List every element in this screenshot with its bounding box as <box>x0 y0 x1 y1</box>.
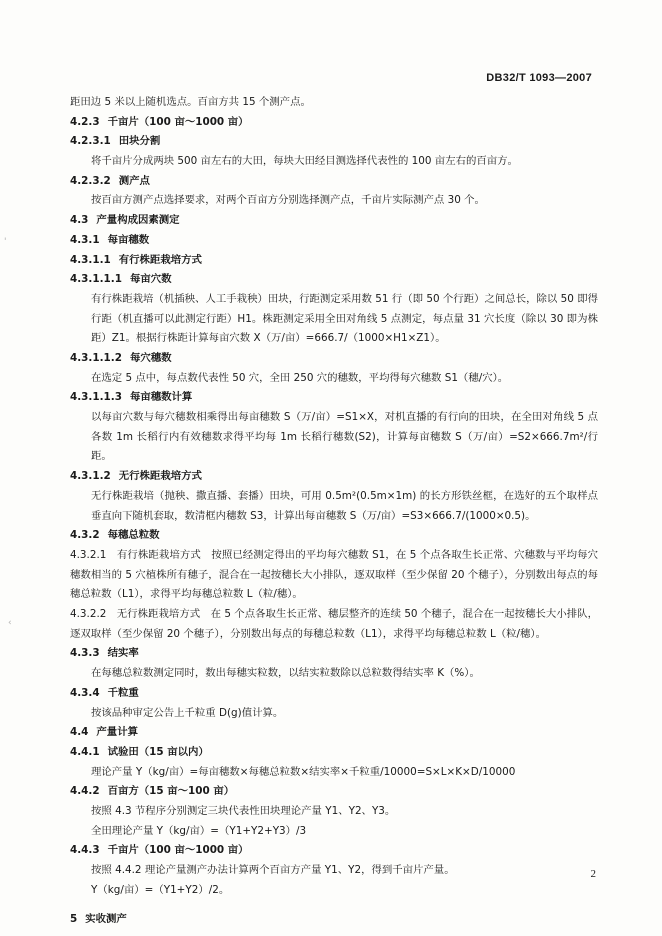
section-heading <box>70 270 598 290</box>
section-title: 千亩片（100 亩～1000 亩） <box>107 844 249 857</box>
paragraph-line: 按照 4.3 节程序分别测定三块代表性田块理论产量 Y1、Y2、Y3。 <box>91 804 396 817</box>
section-number: 4.3.2 <box>70 529 100 542</box>
section-heading <box>70 467 598 487</box>
paragraph-line: 距田边 5 米以上随机选点。百亩方共 15 个测产点。 <box>70 96 311 108</box>
paragraph-line: 以每亩穴数与每穴穗数相乘得出每亩穗数 S（万/亩）=S1×X，对机直播的有行向的田块，在全田对角线 5 点各数 1m 长稻行内有效穗数求得平均每 1m 长稻行穗数(S2)，计算每亩穗数 S（万/亩）=S2×666.7m²/行距。 <box>91 411 598 463</box>
section-title: 每穗总粒数 <box>107 529 160 542</box>
section-title: 千粒重 <box>107 686 139 699</box>
paragraph-line: 4.3.2.2 无行株距栽培方式 在 5 个点各取生长正常、穗层整齐的连续 50 个穗子，混合在一起按穗长大小排队，逐双取样（至少保留 20 个穗子），分别数出每点的每穗总粒数（L1），求得平均每穗总粒数 L（粒/穗）。 <box>70 608 598 640</box>
section-heading <box>70 132 598 152</box>
section-number: 4.2.3 <box>70 115 100 128</box>
paragraph-line: 理论产量 Y（kg/亩）=每亩穗数×每穗总粒数×结实率×千粒重/10000=S×L×K×D/10000 <box>91 765 516 778</box>
paragraph-line: 按照 4.4.2 理论产量测产办法计算两个百亩方产量 Y1、Y2，得到千亩片产量。 <box>91 864 455 877</box>
paragraph-line: 无行株距栽培（抛秧、撒直播、套播）田块，可用 0.5m²(0.5m×1m) 的长方形铁丝框，在选好的五个取样点垂直向下随机套取，数清框内穗数 S3，计算出每亩穗数 S（万/亩）=S3×666.7/(1000×0.5)。 <box>91 489 598 522</box>
section-title: 每亩穗数 <box>107 233 150 246</box>
standard-code: DB32/T 1093—2007 <box>486 72 592 84</box>
section-number: 4.3.1.1 <box>70 253 111 266</box>
section-heading <box>70 526 598 546</box>
section-number: 4.4.3 <box>70 844 100 857</box>
paragraph-line: 在每穗总粒数测定同时，数出每穗实粒数，以结实粒数除以总粒数得结实率 K（%）。 <box>91 667 480 680</box>
section-heading <box>70 684 598 704</box>
section-title: 每亩穗数计算 <box>129 391 193 404</box>
paragraph-line: 有行株距栽培（机插秧、人工手栽秧）田块，行距测定采用数 51 行（即 50 个行距）之间总长，除以 50 即得行距（机直播可以此测定行距）H1。株距测定采用全田对角线 5 点测定，每点量 31 穴长度（除以 30 即为株距）Z1。根据行株距计算每亩穴数 X（万/亩）=666.7/（1000×H1×Z1）。 <box>91 292 598 345</box>
section-heading <box>70 841 598 861</box>
section-title: 每穴穗数 <box>129 351 172 364</box>
section-number: 4.4.1 <box>70 745 100 758</box>
section-number: 4.3.1.1.2 <box>70 351 122 364</box>
section-number: 4.4.2 <box>70 785 100 798</box>
paragraph-line: 按百亩方测产点选择要求，对两个百亩方分别选择测产点，千亩片实际测产点 30 个。 <box>91 194 485 207</box>
section-title: 产量计算 <box>96 726 138 739</box>
section-title: 有行株距栽培方式 <box>118 253 202 266</box>
document-body <box>70 93 598 930</box>
section-number: 4.3.3 <box>70 647 100 660</box>
section-title: 实收测产 <box>85 913 127 926</box>
section-number: 4.3.1 <box>70 233 100 246</box>
section-number: 4.3.1.1.1 <box>70 273 122 286</box>
section-heading <box>70 231 598 251</box>
section-heading <box>70 644 598 664</box>
section-heading <box>70 723 598 743</box>
page-number: 2 <box>590 868 596 880</box>
section-number: 4.2.3.1 <box>70 135 111 148</box>
section-title: 无行株距栽培方式 <box>118 470 202 483</box>
scan-mark: ‹ <box>8 618 12 628</box>
paragraph-line: 4.3.2.1 有行株距栽培方式 按照已经测定得出的平均每穴穗数 S1，在 5 个点各取生长正常、穴穗数与平均每穴穗数相当的 5 穴植株所有穗子，混合在一起按穗长大小排队，逐双取样（至少保留 20 个穗子），分别数出每点的每穗总粒数（L1），求得平均每穗总粒数 L（粒/穗）。 <box>70 548 598 601</box>
section-number: 4.4 <box>70 726 89 739</box>
section-heading <box>70 388 598 408</box>
paragraph-line: 在选定 5 点中，每点数代表性 50 穴，全田 250 穴的穗数，平均得每穴穗数 S1（穗/穴）。 <box>91 371 509 384</box>
section-title: 产量构成因素测定 <box>96 214 180 227</box>
section-heading <box>70 172 598 192</box>
paragraph-line: 全田理论产量 Y（kg/亩）=（Y1+Y2+Y3）/3 <box>91 824 307 837</box>
section-heading <box>70 782 598 802</box>
section-number: 4.3 <box>70 214 89 227</box>
section-title: 田块分割 <box>118 135 161 148</box>
scan-mark: ' <box>4 237 7 247</box>
paragraph-line: 按该品种审定公告上千粒重 D(g)值计算。 <box>91 706 284 719</box>
section-number: 4.3.1.2 <box>70 470 111 483</box>
section-number: 4.3.1.1.3 <box>70 391 122 404</box>
section-number: 4.2.3.2 <box>70 174 111 187</box>
paragraph-line: 将千亩片分成两块 500 亩左右的大田，每块大田经目测选择代表性的 100 亩左右的百亩方。 <box>91 155 518 168</box>
section-title: 测产点 <box>118 174 150 187</box>
section-title: 千亩片（100 亩～1000 亩） <box>107 115 249 128</box>
section-heading <box>70 251 598 271</box>
section-number: 5 <box>70 913 78 926</box>
section-heading <box>70 349 598 369</box>
section-title: 每亩穴数 <box>129 273 172 286</box>
section-heading <box>70 910 598 930</box>
section-title: 结实率 <box>107 647 139 660</box>
section-heading <box>70 211 598 231</box>
paragraph-line: Y（kg/亩）=（Y1+Y2）/2。 <box>91 883 230 896</box>
section-number: 4.3.4 <box>70 686 100 699</box>
section-heading <box>70 743 598 763</box>
section-title: 百亩方（15 亩～100 亩） <box>107 785 235 798</box>
section-heading <box>70 113 598 133</box>
section-title: 试验田（15 亩以内） <box>107 745 209 758</box>
